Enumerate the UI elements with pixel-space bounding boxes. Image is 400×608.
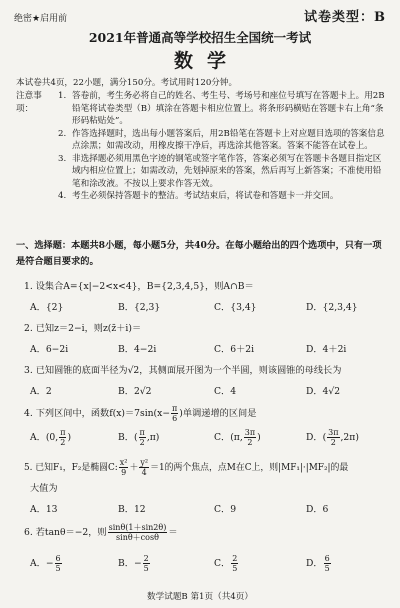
- q5-option-b: B．12: [118, 504, 146, 515]
- q5-option-a: A．13: [30, 504, 58, 515]
- question-2: 2. 已知z＝2−i，则z(z̄＋i)＝: [24, 323, 142, 334]
- question-3: 3. 已知圆锥的底面半径为√2，其侧面展开图为一个半圆，则该圆锥的母线长为: [24, 365, 342, 376]
- q3-option-b: B．2√2: [118, 386, 152, 397]
- note-2: 2. 作答选择题时，选出每小题答案后，用2B铅笔在答题卡上对应题目选项的答案信息点涂黑；如需改动，用橡皮擦干净后，再选涂其他答案。答案不能答在试卷上。: [58, 128, 385, 151]
- question-4: 4. 下列区间中，函数f(x)＝7sin(x− $\frac{\pi}{6}$ )单调递增的区间是: [24, 404, 257, 423]
- q5-option-c: C．9: [214, 504, 237, 515]
- q6-option-b: B．− $\frac{2}{5}$: [118, 554, 149, 573]
- note-3: 3. 非选择题必须用黑色字迹的钢笔或签字笔作答，答案必须写在答题卡各题目指定区域内相应位置上；如需改动，先划掉原来的答案，然后再写上新答案；不准使用铅笔和涂改液。不按以上要求作答无效。: [58, 153, 382, 189]
- question-5: 5. 已知F₁，F₂是椭圆C: $\frac{\text{x²}}{9}$ ＋ $\frac{\text{y²}}{4}$ ＝1的两个焦点，点M在C上，则|MF₁|·|MF₂|的最: [24, 458, 349, 477]
- section-1-title: 一、选择题：本题共8小题，每小题5分，共40分。在每小题给出的四个选项中，只有一项是符合题目要求的。: [16, 240, 382, 267]
- q1-option-d: D．{2,3,4}: [306, 302, 358, 313]
- question-1: 1. 设集合A={x|−2<x<4}，B={2,3,4,5}，则A∩B＝: [24, 281, 254, 292]
- q1-option-a: A．{2}: [30, 302, 64, 313]
- q5-option-d: D．6: [306, 504, 329, 515]
- q6-option-d: D． $\frac{6}{5}$: [306, 554, 330, 573]
- q6-option-a: A．− $\frac{6}{5}$: [30, 554, 61, 573]
- q3-option-c: C．4: [214, 386, 237, 397]
- q5-y-fraction: $\frac{\text{y²}}{4}$: [140, 458, 149, 477]
- q2-option-a: A．6−2i: [30, 344, 69, 355]
- secret-label: 绝密★启用前: [14, 14, 68, 24]
- q6-fraction: $\frac{\sin\theta(1+\sin 2\theta)}{\sin\theta+\cos\theta}$: [108, 523, 167, 542]
- q3-option-d: D．4√2: [306, 386, 341, 397]
- q4-option-b: B．( $\frac{\pi}{2}$ ,π): [118, 428, 160, 447]
- note-4: 4. 考生必须保持答题卡的整洁。考试结束后，将试卷和答题卡一并交回。: [58, 191, 339, 201]
- q6-option-c: C． $\frac{2}{5}$: [214, 554, 238, 573]
- question-6: 6. 若tanθ＝−2，则 $\frac{\sin\theta(1+\sin 2\theta)}{\sin\theta+\cos\theta}$ ＝: [24, 523, 178, 542]
- q2-option-b: B．4−2i: [118, 344, 157, 355]
- q5-x-fraction: $\frac{\text{x²}}{9}$: [119, 458, 128, 477]
- q2-option-c: C．6＋2i: [214, 344, 255, 355]
- q4-option-d: D．( $\frac{3\pi}{2}$ ,2π): [306, 428, 359, 447]
- notes-block: [16, 90, 388, 203]
- q4-option-c: C．(π, $\frac{3\pi}{2}$ ): [214, 428, 261, 447]
- exam-title: 2021年普通高等学校招生全国统一考试: [88, 30, 312, 45]
- paper-type: 试卷类型：B: [304, 10, 386, 25]
- note-1: 注意事项： 1. 答卷前，考生务必将自己的姓名、考生号、考场号和座位号填写在答题卡上。用2B铅笔将试卷类型（B）填涂在答题卡相应位置上。将条形码横贴在答题卡右上角“条形码粘贴处”。: [16, 91, 385, 126]
- intro-text: 本试卷共4页，22小题，满分150分。考试用时120分钟。: [16, 78, 238, 88]
- q2-option-d: D．4＋2i: [306, 344, 347, 355]
- page-footer: 数学试题B 第1页（共4页）: [147, 592, 253, 602]
- q1-option-b: B．{2,3}: [118, 302, 161, 313]
- question-5-continued: 大值为: [30, 483, 58, 494]
- q1-option-c: C．{3,4}: [214, 302, 257, 313]
- subject-title: 数学: [173, 50, 240, 72]
- notes-label: 注意事项：: [16, 91, 42, 114]
- q3-option-a: A．2: [30, 386, 52, 397]
- q4-stem-fraction: $\frac{\pi}{6}$: [172, 404, 178, 423]
- q4-option-a: A．(0, $\frac{\pi}{2}$ ): [30, 428, 72, 447]
